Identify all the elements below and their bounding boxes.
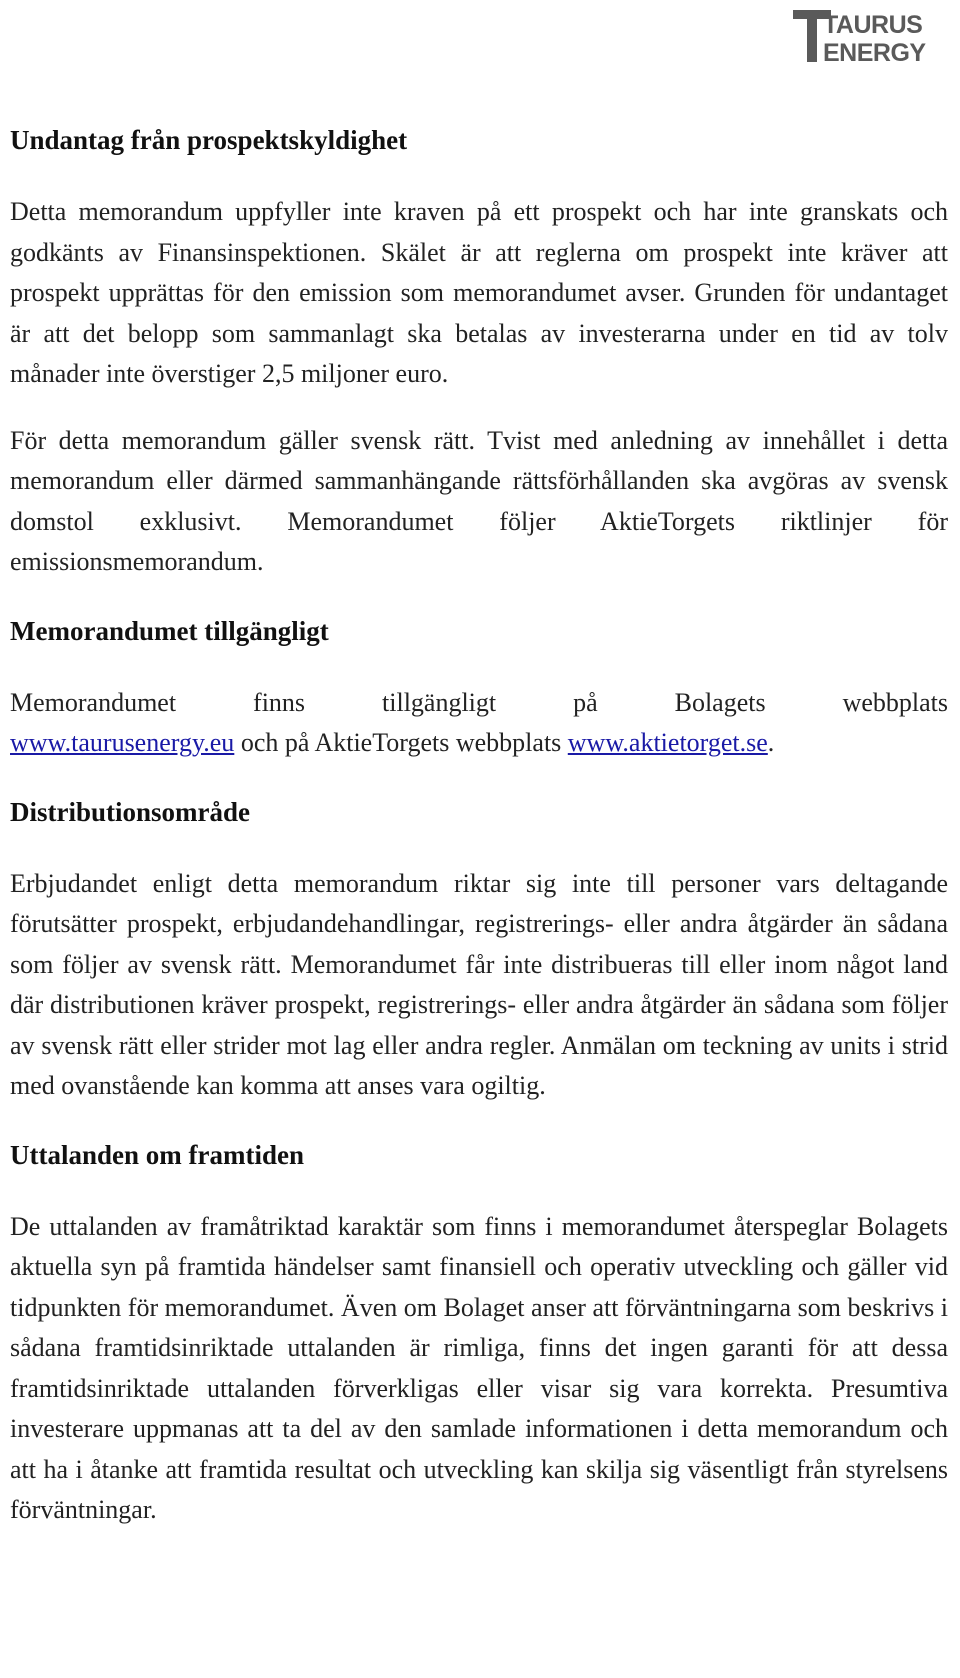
paragraph-distribution: Erbjudandet enligt detta memorandum riktar sig inte till personer vars deltagande förutsätter prospekt, erbjudandehandlingar, registrerings- eller andra åtgärder än sådana som följer av svensk rätt. Memorandumet får inte distribueras till eller inom något land där distributionen kräver prospekt, registrerings- eller andra åtgärder än sådana som följer av svensk rätt eller strider mot lag eller andra regler. Anmälan om teckning av units i strid med ovanstående kan komma att anses vara ogiltig. [10, 868, 948, 1100]
availability-text-after: . [767, 728, 775, 757]
main-content [10, 120, 948, 1531]
heading-prospectus-exemption: Undantag från prospektskyldighet [10, 125, 408, 155]
heading-memorandum-available: Memorandumet tillgängligt [10, 615, 329, 646]
paragraph-availability [10, 683, 948, 764]
logo-line2: ENERGY [823, 39, 926, 66]
heading-forward-looking-statements: Uttalanden om framtiden [10, 1139, 304, 1170]
availability-text-middle: och på AktieTorgets webbplats [234, 728, 568, 757]
taurus-energy-logo [793, 6, 938, 66]
heading-distribution-area: Distributionsområde [10, 796, 251, 827]
logo-line1: TAURUS [823, 11, 923, 39]
paragraph-governing-law: För detta memorandum gäller svensk rätt. Tvist med anledning av innehållet i detta memorandum eller därmed sammanhängande rättsförhållanden ska avgöras av svensk domstol exklusivt. Memorandumet följer AktieTorgets riktlinjer för emissionsmemorandum. [10, 425, 948, 576]
paragraph-exemption: Detta memorandum uppfyller inte kraven på ett prospekt och har inte granskats och godkänts av Finansinspektionen. Skälet är att reglerna om prospekt inte kräver att prospekt upprättas för den emission som memorandumet avser. Grunden för undantaget är att det belopp som sammanlagt ska betalas av investerarna under en tid av tolv månader inte överstiger 2,5 miljoner euro. [10, 197, 948, 388]
aktietorget-link[interactable]: www.aktietorget.se [567, 728, 768, 757]
availability-text-before: Memorandumet finns tillgängligt på Bolagets webbplats [10, 687, 948, 717]
taurusenergy-link[interactable]: www.taurusenergy.eu [10, 728, 235, 757]
paragraph-forward-looking: De uttalanden av framåtriktad karaktär som finns i memorandumet återspeglar Bolagets aktuella syn på framtida händelser samt finansiell och operativ utveckling och gäller vid tidpunkten för memorandumet. Även om Bolaget anser att förväntningarna som beskrivs i sådana framtidsinriktade uttalanden är rimliga, finns det ingen garanti för att dessa framtidsinriktade uttalanden förverkligas eller visar sig vara korrekta. Presumtiva investerare uppmanas att ta del av den samlade informationen i detta memorandum och att ha i åtanke att framtida resultat och utveckling kan skilja sig väsentligt från styrelsens förväntningar. [10, 1211, 948, 1524]
